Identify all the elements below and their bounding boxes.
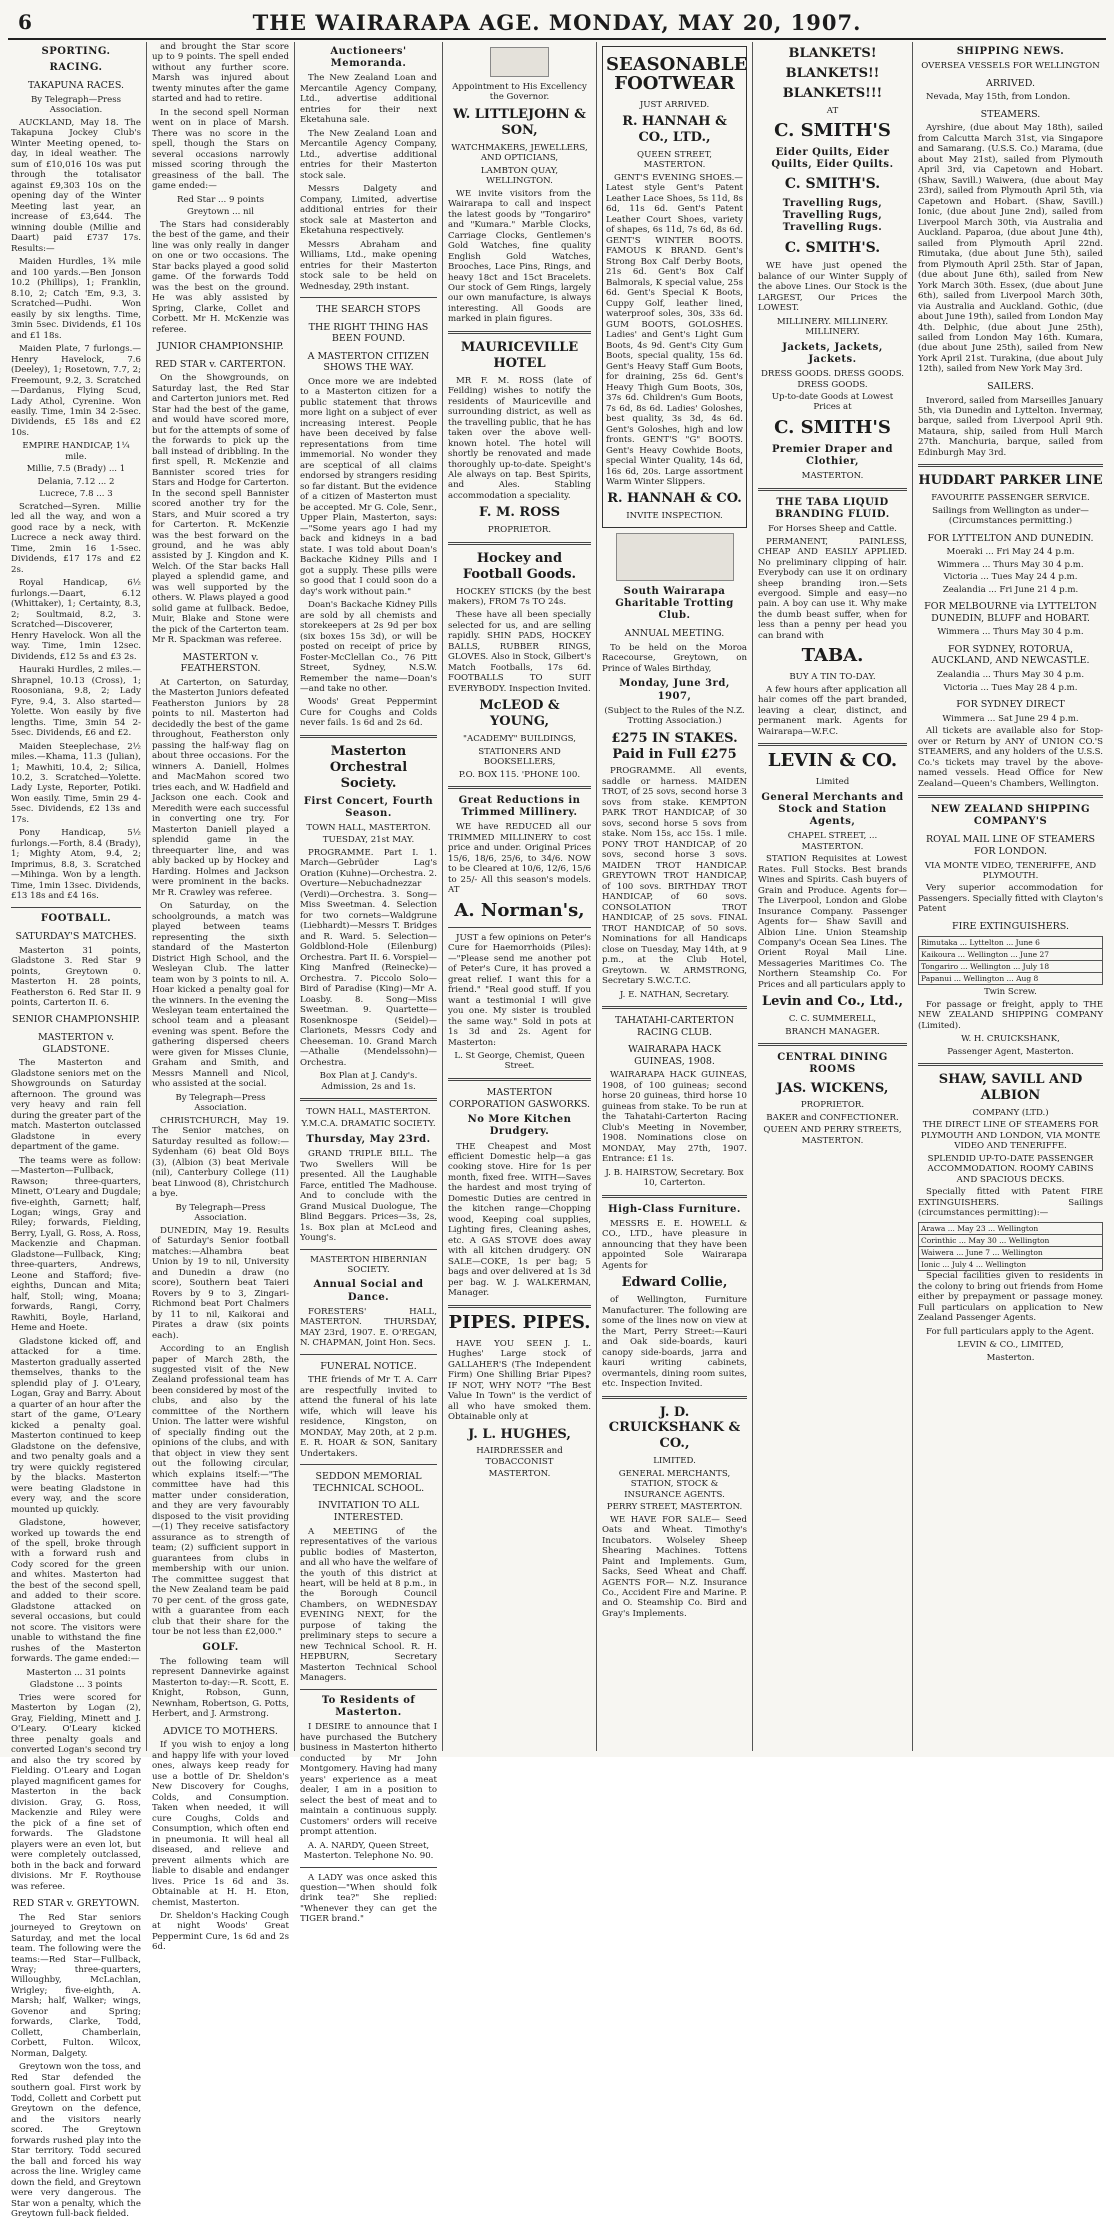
table-row (919, 1234, 1103, 1246)
table-cell: Waiwera ... June 7 ... Wellington (919, 1246, 1103, 1258)
divider (448, 786, 591, 789)
proprietor-title: PROPRIETOR. (487, 525, 552, 536)
article-paragraph: Pony Handicap, 5½ furlongs.—Forth, 8.4 (Brady), 1; Mighty Atom, 9.4, 2; Imprimus, 8.8, 3. Scratched—Mihinga. Won by a length. Time, 1min 13sec. Dividends, £13 18s and £4 16s. (11, 828, 141, 902)
divider (11, 907, 141, 908)
subsection-heading: OVERSEA VESSELS FOR WELLINGTON (921, 61, 1100, 72)
column-shipping (913, 42, 1108, 1751)
programme: PROGRAMME. All events, saddle or harness. MAIDEN TROT, of 25 sovs, second horse 3 sovs from stake. KEMPTON PARK TROT HANDICAP, of 30 sovs, second horse 5 sovs from stake. Nom 15s, acc 15s. 1 mile. PONY TROT HANDICAP, of 20 sovs, second horse 3 sovs. MAIDEN TROT HANDICAP. GREYTOWN TROT HANDICAP, of 100 sovs. BIRTHDAY TROT HANDICAP, of 60 sovs. CONSOLATION TROT HANDICAP, of 25 sovs. FINAL TROT HANDICAP, of 50 sovs. Nominations for all Handicaps close on Tuesday, May 14th, at 9 p.m., at the Club Hotel, Greytown. W. ARMSTRONG, Secretary S.W.C.T.C. (602, 766, 747, 987)
notice-heading: To Residents of Masterton. (321, 1694, 416, 1719)
table-row (919, 1246, 1103, 1258)
article-paragraph: Maiden Plate, 7 furlongs.—Henry Havelock, 7.6 (Deeley), 1; Rosetown, 7.7, 2; Freemount, 9.2, 3. Scratched—Dardanus, Flying Scud, Lady Athol, Cyrenine. Won easily. Time, 1min 34 2-5sec. Dividends, £5 18s and £2 10s. (11, 344, 141, 438)
section-heading: SPORTING. (41, 46, 111, 57)
advert-paragraph: For full particulars apply to the Agent. (926, 1326, 1094, 1337)
divider (448, 927, 591, 928)
advert-subheading: Premier Draper and Clothier, (772, 443, 893, 468)
article-paragraph: DUNEDIN, May 19. Results of Saturday's Senior football matches:—Alhambra beat Union by 19 to nil, University and Dunedin a draw (no score), Southern beat Taieri Rovers by 9 to 3, Zingari-Richmond beat Port Chalmers by 11 to nil, Kaikorai and Pirates a draw (six points each). (152, 1225, 289, 1341)
advert-paragraph: FORESTERS' HALL, MASTERTON. THURSDAY, MAY 23rd, 1907. E. O'REGAN, N. CHAPMAN, Joint Hon. Secs. (300, 1306, 437, 1349)
advert-subheading: WATCHMAKERS, JEWELLERS, AND OPTICIANS, (451, 142, 588, 164)
advert-subheading: THE DIRECT LINE OF STEAMERS FOR PLYMOUTH AND LONDON, VIA MONTE VIDEO AND TENERIFFE. (920, 1120, 1101, 1152)
advert-name: Edward Collie, (621, 1275, 728, 1291)
venue: TOWN HALL, MASTERTON. (306, 1107, 431, 1117)
advert-paragraph: Woods' Great Peppermint Cure for Coughs and Colds never fails. 1s 6d and 2s 6d. (300, 697, 437, 729)
advert-heading: MAURICEVILLE HOTEL (460, 339, 579, 371)
sailing-table (918, 936, 1103, 986)
sailing-row: Victoria ... Tues May 24 4 p.m. (943, 572, 1078, 583)
newspaper-title: THE WAIRARAPA AGE. MONDAY, MAY 20, 1907. (252, 10, 862, 35)
advert-subheading: JUST ARRIVED. (639, 99, 710, 110)
subsection-heading: GOLF. (202, 1641, 239, 1653)
result-line: Millie, 7.5 (Brady) ... 1 (26, 464, 126, 475)
table-cell: Corinthic ... May 30 ... Wellington (919, 1234, 1103, 1246)
table-row (919, 948, 1103, 960)
notice-paragraph: A MEETING of the representatives of the various public bodies of Masterton, and all who have the welfare of the youth of this district at heart, will be held at 8 p.m., in the Borough Council Chambers, on WEDNESDAY EVENING NEXT, for the purpose of taking the preliminary steps to secure a new Technical School. R. H. HEPBURN, Secretary Masterton Technical School Managers. (300, 1526, 437, 1684)
advert-heading: South Wairarapa Gharitable Trotting Club. (615, 585, 734, 622)
advert-heading: Hockey and Football Goods. (462, 550, 577, 582)
article-paragraph: CHRISTCHURCH, May 19. The Senior matches, on Saturday resulted as follow:—Sydenham (6) beat Old Boys (3), (Albion (3) beat Merivale (nil), Canterbury College (11) beat Linwood (8), Christchurch a bye. (152, 1115, 289, 1200)
signature: J. B. HAIRSTOW, Secretary. Box 10, Carterton. (605, 1167, 744, 1189)
article-paragraph: On Saturday, on the schoolgrounds, a match was played between teams representing the sixth standard of the Masterton District High School, and the Wesleyan Club. The latter team won by 3 points to nil. A. Hoar kicked a penalty goal for the winners. In the evening the Wesleyan team entertained the school team and a pleasant evening was spent. Before the gathering dispersed cheers were given for Misses Clunie, Graham and Smith, and Messrs Mannell and Nicol, who assisted at the social. (152, 901, 289, 1090)
table-cell: Papanui ... Wellington ... Aug 8 (919, 972, 1103, 984)
article-paragraph: Greytown won the toss, and Red Star defended the southern goal. First work by Todd, Collett and Corbett put Greytown on the defence, and the visitors nearly scored. The Greytown forwards rushed play into the Star territory. Todd secured the ball and forced his way across the line. Wrigley came down the field, and Greytown were very dangerous. The Star won a penalty, which the Greytown full-back fielded. (11, 2062, 141, 2220)
advert-subheading: THE RIGHT THING HAS BEEN FOUND. (308, 321, 429, 345)
table-cell: Tongariro ... Wellington ... July 18 (919, 960, 1103, 972)
sailing-row: Wimmera ... Thurs May 30 4 p.m. (937, 627, 1084, 638)
article-paragraph: Maiden Hurdles, 1¾ mile and 100 yards.—Ben Jonson 10.2 (Phillips), 1; Franklin, 8.10, 2; Catch 'Em, 9.3, 3. Scratched—Pudhi. Won easily by six lengths. Time, 3min 5sec. Dividends, £1 10s and £1 18s. (11, 257, 141, 341)
advert-subheading: SPLENDID UP-TO-DATE PASSENGER ACCOMMODATION. ROOMY CABINS AND SPACIOUS DECKS. (927, 1153, 1094, 1185)
advert-paragraph: For passage or freight, apply to THE NEW ZEALAND SHIPPING COMPANY (Limited). (918, 999, 1103, 1031)
advert-paragraph: Special facilities given to residents in the colony to bring out friends from Home either by prepayment or passage money. Full particulars on application to New Zealand Passenger Agents. (918, 1271, 1103, 1324)
article-paragraph: On the Showgrounds, on Saturday last, the Red Star and Carterton juniors met. Red Star had the best of the game, and would have scored more, but for the attempts of some of the forwards to pick up the ball instead of dribbling. In the first spell, R. McKenzie and Bannister scored tries for Stars and Hodge for Carterton. In the second spell Bannister scored another try for the Stars, and Muir scored a try for Carterton. R. McKenzie was the best forward on the ground, and he was ably assisted by J. Kingdon and K. Welch. Of the Star backs Hall played a splendid game, and was well supported by the others. W. Plaws played a good solid game at fullback. Bedoe, Muir, Blake and Stone were the pick of the Carterton team. Mr R. Spackman was referee. (152, 373, 289, 646)
signature: J. E. NATHAN, Secretary. (619, 989, 730, 1000)
advert-subheading: VIA MONTE VIDEO, TENERIFFE, AND PLYMOUTH. (924, 860, 1097, 881)
advert-subheading: For Horses Sheep and Cattle. (768, 524, 897, 535)
advert-heading: TAHATAHI-CARTERTON RACING CLUB. (614, 1015, 735, 1038)
advert-subheading: FAVOURITE PASSENGER SERVICE. (931, 493, 1090, 504)
advert-note: Sailings from Wellington as under—(Circumstances permitting.) (932, 505, 1089, 527)
notice-subheading: INVITATION TO ALL INTERESTED. (318, 1500, 419, 1523)
advert-subheading: HAIRDRESSER and TOBACCONIST (476, 1446, 563, 1467)
divider (758, 1043, 907, 1046)
advert-heading: BLANKETS!!! (782, 85, 883, 101)
masthead (8, 4, 1106, 40)
advert-paragraph: If you wish to enjoy a long and happy life with your loved ones, always keep ready for use a bottle of Dr. Sheldon's New Discovery for Coughs, Colds, and Consumption. Taken when needed, it will cure Coughs, Colds and Consumption, which often end in pneumonia. It will heal all diseased, and relieve and prevent ailments which are liable to disable and endanger lives. Price 1s 6d and 3s. Obtainable at H. H. Eton, chemist, Masterton. (152, 1740, 289, 1908)
advert-paragraph: MR F. M. ROSS (late of Feilding) wishes to notify the residents of Mauriceville and surrounding district, as well as the travelling public, that he has taken over the above well-known hotel. The hotel will shortly be renovated and made thoroughly up-to-date. Speight's Ale always on tap. Best Spirits, and Ales. Stabling accommodation a speciality. (448, 375, 591, 501)
advert-subheading: WAIRARAPA HACK GUINEAS, 1908. (628, 1044, 721, 1067)
list-heading: ARRIVED. (985, 77, 1035, 89)
article-paragraph: At Carterton, on Saturday, the Masterton Juniors defeated Featherston Juniors by 28 points to nil. Masterton had decidedly the best of the game throughout, Featherston only passing the half-way flag on about three occasions. For the winners A. Daniell, Holmes and MacMahon scored two tries each, and W. Hadfield and Jackson one each. Cook and Meredith were each successful in converting one try. For Masterton Daniell played a splendid game in the threequarter line, and was ably backed up by Hockey and Harding. Holmes and Jackson were prominent in the backs. Mr R. Crawley was referee. (152, 677, 289, 898)
advert-name: JAS. WICKENS, (776, 1080, 889, 1096)
column-adverts-2 (597, 42, 752, 1751)
advert-paragraph: Doan's Backache Kidney Pills are sold by all chemists and storekeepers at 2s 9d per box (six boxes 15s 3d), or will be posted on receipt of price by Foster-McClellan Co., 76 Pitt Street, Sydney, N.S.W. Remember the name—Doan's—and take no other. (300, 600, 437, 694)
score-line: Masterton ... 31 points (26, 1667, 126, 1678)
byline: By Telegraph—Press Association. (175, 1202, 266, 1224)
sailing-row: Zealandia ... Thurs May 30 4 p.m. (936, 670, 1085, 681)
column-adverts-1 (443, 42, 596, 1751)
advert-paragraph: of Wellington, Furniture Manufacturer. The following are some of the lines now on view at the Mart, Perry Street:—Kauri and Oak side-boards, kauri canopy side-boards, jarra and kauri writing cabinets, overmantels, dining room suites, etc. Inspection Invited. (602, 1295, 747, 1390)
subsection-heading: RACING. (49, 62, 103, 74)
advert-line: Eider Quilts, Eider Quilts, Eider Quilts. (771, 146, 894, 171)
divider (918, 1063, 1103, 1066)
table-note: Twin Screw. (984, 987, 1037, 998)
table-row (919, 960, 1103, 972)
advert-line: Jackets, Jackets, Jackets. (782, 341, 883, 365)
advert-subheading: "ACADEMY" BUILDINGS, (463, 734, 576, 745)
sailing-row: Wimmera ... Sat June 29 4 p.m. (942, 713, 1079, 724)
route-heading: FOR LYTTELTON AND DUNEDIN. (927, 532, 1094, 544)
advert-paragraph: Specially fitted with Patent FIRE EXTINGUISHERS. Sailings (circumstances permitting):— (918, 1187, 1103, 1219)
advert-note: BUY A TIN TO-DAY. (789, 672, 876, 683)
programme: PROGRAMME. Part I. 1. March—Gebrüder Lag's Oration (Kuhne)—Orchestra. 2. Overture—Nebuchadnezzar (Verdi)—Orchestra. 3. Song—Miss Sweetman. 4. Selection for two cornets—Waldgrune (Liebhardt)—Messrs T. Bridges and R. Ward. 5. Selection—Goldblond-Hole (Eilenburg) Orchestra. Part II. 6. Vorspiel—King Manfred (Reinecke)—Orchestra. 7. Piccolo Solo—Bird of Paradise (King)—Mr A. Loasby. 8. Song—Miss Sweetman. 9. Quartette—Rosenknospe (Seidel)—Clarionets, Messrs Cody and Cheeseman. 10. Grand March—Athalie (Mendelssohn)—Orchestra. (300, 847, 437, 1068)
race-heading: EMPIRE HANDICAP, 1¼ mile. (22, 441, 130, 462)
advert-name: C. SMITH'S (774, 416, 891, 438)
advert-subheading: ANNUAL MEETING. (624, 628, 725, 640)
address: MASTERTON. (488, 1469, 551, 1480)
article-paragraph: Hauraki Hurdles, 2 miles.—Shrapnel, 10.13 (Cross), 1; Roosoniana, 9.8, 2; Lady Fyre, 9.4, 3. Also started—Yolette. Won easily by five lengths. Time, 3min 54 2-5sec. Dividends, £6 and £2. (11, 665, 141, 739)
score-line: Greytown ... nil (186, 207, 255, 218)
society-name: MASTERTON HIBERNIAN SOCIETY. (310, 1254, 427, 1275)
match-heading: MASTERTON v. GLADSTONE. (37, 1032, 115, 1055)
advert-paragraph: Once more we are indebted to a Masterton citizen for a public statement that throws more light on a subject of ever increasing interest. People have been deceived by false representations from time immemorial. No wonder they are sceptical of all claims endorsed by strangers residing so far distant. But the evidence of a citizen of Masterton must be accepted. Mr G. Cole, Senr., Upper Plain, Masterton, says:—"Some years ago I had my back and kidneys in a bad state. I was told about Doan's Backache Kidney Pills and I got a supply. These pills were so good that I could soon do a day's work without pain." (300, 376, 437, 597)
manager-name: C. C. SUMMERELL, (788, 1014, 877, 1025)
article-paragraph: and brought the Star score up to 9 points. The spell ended without any further score. Marsh was injured about twenty minutes after the game started and had to retire. (152, 42, 289, 105)
match-heading: RED STAR v. GREYTOWN. (12, 1897, 140, 1909)
advert-paragraph: WE have REDUCED all our TRIMMED MILLINERY to cost price and under. Original Prices 15/6, 18/6, 25/6, to 34/6. NOW to be Cleared at 10/6, 12/6, 15/6 to 25/- All this season's models. AT (448, 822, 591, 896)
divider (918, 464, 1103, 467)
article-title: TAKAPUNA RACES. (27, 80, 125, 92)
advert-heading: McLEOD & YOUNG, (479, 698, 560, 730)
advert-paragraph: Very superior accommodation for Passengers. Specially fitted with Clayton's Patent (918, 883, 1103, 915)
divider (300, 1464, 437, 1465)
advert-subheading: First Concert, Fourth Season. (303, 795, 434, 819)
table-cell: Arawa ... May 23 ... Wellington (919, 1222, 1103, 1234)
divider (758, 488, 907, 491)
article-paragraph: The New Zealand Loan and Mercantile Agency Company, Ltd., advertise additional entries for their Masterton stock sale. (300, 128, 437, 181)
article-paragraph: Gladstone, however, worked up towards the end of the spell, broke through with a forward rush and Cody scored for the green and whites. Masterton had the best of the second spell, and added to their score. Gladstone attacked on several occasions, but could not score. The visitors were unable to withstand the fine rushes of the Masterton forwards. The game ended:— (11, 1518, 141, 1665)
section-heading: Auctioneers' Memoranda. (330, 46, 407, 70)
advert-subheading: GENERAL MERCHANTS, STATION, STOCK & INSURANCE AGENTS. (618, 1468, 731, 1500)
advert-heading: SHAW, SAVILL AND ALBION (938, 1071, 1083, 1103)
advert-paragraph: WE have just opened the balance of our Winter Supply of the above Lines. Our Stock is the LARGEST, Our Prices the LOWEST. (758, 261, 907, 314)
advert-name: C. SMITH'S. (784, 239, 881, 256)
article-paragraph: Scratched—Syren. Millie led all the way, and won a good race by a neck, with Lucrece a neck away third. Time, 2min 16 1-5sec. Dividends, £17 17s and £2 2s. (11, 501, 141, 575)
route-heading: FOR SYDNEY DIRECT (956, 699, 1065, 711)
advert-paragraph: MESSRS E. E. HOWELL & CO., LTD., have pleasure in announcing that they have been appointed Sole Wairarapa Agents for (602, 1218, 747, 1271)
advert-subheading: FIRE EXTINGUISHERS. (952, 920, 1069, 932)
article-paragraph: In the second spell Norman went on in place of Marsh. There was no score in the spell, though the Stars on several occasions narrowly missed scoring through the greasiness of the ball. The game ended:— (152, 107, 289, 192)
column-notices (295, 42, 442, 1925)
advert-name: C. SMITH'S. (784, 176, 881, 193)
address: QUEEN STREET, MASTERTON. (637, 149, 712, 171)
advert-name: R. HANNAH & CO., LTD., (622, 114, 727, 146)
table-row (919, 936, 1103, 948)
divider (918, 795, 1103, 798)
sailing-row: Moeraki ... Fri May 24 4 p.m. (946, 547, 1075, 558)
advert-line: DRESS GOODS. DRESS GOODS. DRESS GOODS. (760, 369, 905, 390)
advert-paragraph: HAVE YOU SEEN J. L. Hughes' Large stock of GALLAHER'S (The Independent Firm) One Shilling Briar Pipes? IF NOT, WHY NOT? "The Best Value In Town" is the verdict of all who have smoked them. Obtainable only at (448, 1338, 591, 1423)
advert-name: Levin and Co., Ltd., (761, 994, 904, 1010)
table-cell: Ionic ... July 4 ... Wellington (919, 1258, 1103, 1270)
article-paragraph: Gladstone kicked off, and attacked for a time. Masterton gradually asserted themselves, thanks to the splendid play of J. O'Leary, Logan, Gray and Barry. About a quarter of an hour after the start of the game, O'Leary kicked a penalty goal. Masterton continued to keep Gladstone on the defensive, and two penalty goals and a try were quickly registered by the blacks. Masterton were beating Gladstone in every way, and the score mounted up quickly. (11, 1336, 141, 1515)
advert-line: Up-to-date Goods at Lowest Prices at (771, 392, 894, 413)
notice-heading: SEDDON MEMORIAL TECHNICAL SCHOOL. (312, 1471, 425, 1494)
advert-paragraph: A few hours after application all hair comes off the part branded, leaving a clear, distinct, and permanent mark. Agents for Wairarapa—W.F.C. (758, 684, 907, 737)
notice-paragraph: THE friends of Mr T. A. Carr are respectfully invited to attend the funeral of his late wife, which will leave his residence, Kingston, on MONDAY, May 20th, at 2 p.m. E. R. HOAR & SON, Sanitary Undertakers. (300, 1375, 437, 1459)
list-paragraph: Inverord, sailed from Marseilles January 5th, via Dunedin and Lyttelton. Invermay, barque, sailed from Liverpool April 9th. Mataura, ship, sailed from Hull March 27th. Manchuria, barque, sailed from Edinburgh May 3rd. (918, 395, 1103, 458)
divider (758, 743, 907, 746)
venue: TOWN HALL, MASTERTON. (306, 822, 431, 833)
table-row (919, 1222, 1103, 1234)
signature: L. St George, Chemist, Queen Street. (454, 1051, 585, 1072)
byline: By Telegraph—Press Association. (175, 1092, 266, 1114)
advert-paragraph: PERMANENT, PAINLESS, CHEAP AND EASILY APPLIED. No preliminary clipping of hair. Everybody can use it on ordinary sheep branding iron.—Sets evergood. Simple and easy—no pain. A boy can use it. Why make the dumb beast suffer, when for less than a penny per head you can brand with (758, 536, 907, 641)
advert-heading: LEVIN & CO. (767, 750, 898, 772)
article-paragraph: The Masterton and Gladstone seniors met on the Showgrounds on Saturday afternoon. The ground was very heavy and rain fell during the greater part of the match. Masterton outclassed Gladstone in every department of the game. (11, 1058, 141, 1153)
article-paragraph: The Red Star seniors journeyed to Greytown on Saturday, and met the local team. The following were the teams:—Red Star—Fullback, Wray; three-quarters, Willoughby, McLachlan, Wrigley; five-eighth, A. Marsh; half, Walker; wings, Govenor and Spring; forwards, Clarke, Todd, Collett, Chamberlain, Corbett, Fulton. Wilcox, Norman, Dalgety. (11, 1912, 141, 2059)
advert-heading: HUDDART PARKER LINE (918, 473, 1103, 489)
advert-paragraph: Dr. Sheldon's Hacking Cough at night Woods' Great Peppermint Cure, 1s 6d and 2s 6d. (152, 1911, 289, 1953)
event-date: Thursday, May 23rd. (306, 1133, 431, 1145)
advert-heading: BLANKETS!! (785, 65, 880, 81)
section-heading: SHIPPING NEWS. (956, 46, 1065, 57)
divider (448, 1305, 591, 1308)
divider (300, 1689, 437, 1690)
advert-heading: THE SEARCH STOPS (316, 304, 421, 316)
advert-paragraph: THE Cheapest and Most efficient Domestic help—a gas cooking stove. Hire for 1s per month, fixed free. WITH—Saves the hardest and most trying of Domestic Duties are centred in the kitchen range—Chopping wood, Keeping coal supplies, Lighting fires, Cleaning ashes, etc. A GAS STOVE does away with all kitchen drudgery. ON SALE—COKE, 1s per bag; 5 bags and over delivered at 1s 3d per bag. W. J. WALKERMAN, Manager. (448, 1141, 591, 1299)
notice-paragraph: I DESIRE to announce that I have purchased the Butchery business in Masterton hitherto conducted by Mr John Montgomery. Having had many years' experience as a meat dealer, I am in a position to select the best of meat and to maintain a continuous supply. Customers' orders will receive prompt attention. (300, 1722, 437, 1838)
advert-paragraph: WAIRARAPA HACK GUINEAS, 1908, of 100 guineas; second horse 20 guineas, third horse 10 guineas from stake. To be run at the Tahatahi-Carterton Racing Club's Meeting in November, 1908. Nominations close on MONDAY, May 27th, 1907. Entrance: £1 1s. (602, 1070, 747, 1165)
agent-name: LEVIN & CO., LIMITED, (957, 1340, 1064, 1351)
result-line: Lucrece, 7.8 ... 3 (39, 489, 113, 500)
advert-paragraph: GRAND TRIPLE BILL. The Two Swellers Will be presented. All the Laughable Farce, entitled The Madhouse. And to conclude with the Grand Musical Duologue, The Blind Beggars. Prices—3s, 2s, 1s. Box plan at McLeod and Young's. (300, 1149, 437, 1244)
sailing-row: Wimmera ... Thurs May 30 4 p.m. (937, 559, 1084, 570)
advert-heading: W. LITTLEJOHN & SON, (453, 106, 586, 138)
match-heading: MASTERTON v. FEATHERSTON. (180, 651, 261, 675)
signature: A. A. NARDY, Queen Street, Masterton. Telephone No. 90. (303, 1840, 434, 1862)
advert-subheading: BAKER and CONFECTIONER. (766, 1112, 899, 1123)
proprietor-name: F. M. ROSS (478, 505, 561, 521)
divider (300, 1867, 437, 1868)
advert-subheading: ROYAL MAIL LINE OF STEAMERS FOR LONDON. (925, 834, 1096, 857)
route-heading: FOR SYDNEY, ROTORUA, AUCKLAND, AND NEWCASTLE. (931, 643, 1090, 667)
list-heading: SAILERS. (987, 380, 1034, 392)
divider (448, 542, 591, 545)
list-heading: STEAMERS. (980, 108, 1041, 120)
table-row (919, 1258, 1103, 1270)
advert-heading: High-Class Furniture. (608, 1203, 741, 1215)
advert-paragraph: WE invite visitors from the Wairarapa to call and inspect the latest goods by "Tongariro" and "Kumara." Marble Clocks, Carriage Clocks, Gentlemen's Gold Watches, fine quality English Gold Watches, Brooches, Lace Pins, Rings, and heavy 18ct and 15ct Bracelets. Our stock of Gem Rings, largely our own manufacture, is always interesting. All Goods are marked in plain figures. (448, 188, 591, 325)
byline: By Telegraph—Press Association. (30, 94, 122, 116)
advert-subheading: A MASTERTON CITIZEN SHOWS THE WAY. (307, 350, 430, 374)
divider (300, 297, 437, 298)
divider (300, 1098, 437, 1101)
address: P.O. BOX 115. 'PHONE 100. (458, 769, 581, 780)
column-adverts-3 (753, 42, 912, 1751)
advert-paragraph: To be held on the Moroa Racecourse, Greytown, on Prince of Wales Birthday, (602, 642, 747, 674)
article-paragraph: Messrs Abraham and Williams, Ltd., make opening entries for their Masterton stock sale to be held on Wednesday, 29th instant. (300, 239, 437, 292)
page-number: 6 (18, 10, 32, 34)
advert-line: MILLINERY. MILLINERY. MILLINERY. (776, 316, 889, 338)
advert-name: TABA. (801, 645, 864, 667)
divider (300, 735, 437, 738)
advert-heading: CENTRAL DINING ROOMS (777, 1052, 888, 1076)
advert-paragraph: These have all been specially selected for us, and are selling rapidly. SHIN PADS, HOCKEY BALLS, RUBBER RINGS, GLOVES. Also in Stock, Gilbert's Match Footballs, 17s 6d. FOOTBALLS TO SUIT EVERYBODY. Inspection Invited. (448, 610, 591, 694)
article-paragraph: According to an English paper of March 28th, the suggested visit of the New Zealand professional team has been considered by most of the clubs, and also by the committee of the Northern Union. The latter were wishful of specially finding out the opinions of the clubs, and with that object in view they sent out the following circular, which explains itself:—"The committee have had this matter under consideration, and they are very favourably disposed to the visit providing—(1) They receive satisfactory assurance as to strength of team; (2) sufficient support in guarantees from clubs in membership with our union. The committee suggest that the New Zealand team be paid 70 per cent. of the gross gate, with a guarantee from each club that their share for the tour be not less than £2,000." (152, 1344, 289, 1638)
article-paragraph: The Stars had considerably the best of the game, and their line was only really in danger on one or two occasions. The Star backs played a good solid game. Of the forwards Todd was the best on the ground. He was ably assisted by Spring, Clarke, Collet and Corbett. Mr H. McKenzie was referee. (152, 219, 289, 335)
score-line: Red Star ... 9 points (176, 194, 265, 205)
divider (448, 1078, 591, 1081)
divider (602, 1006, 747, 1009)
article-paragraph: The teams were as follow:—Masterton—Fullback, Rawson; three-quarters, Minett, O'Leary and Dugdale; five-eighth, Garnett; half, Logan; wings, Gray and Riley; forwards, Fielding, Berry, Lyall, G. Ross, A. Ross, Mackenzie and Chapman. Gladstone—Fullback, King; three-quarters, Andrews, Leone and Stafford; five-eighths, Duncan and Mita; half, Stoll; wing, Moana; forwards, Rangi, Corry, Rawhiti, Boyle, Harland, Heme and Hoete. (11, 1155, 141, 1334)
address: LAMBTON QUAY, WELLINGTON. (480, 165, 559, 187)
address: PERRY STREET, MASTERTON. (606, 1502, 743, 1513)
address: MASTERTON. (801, 471, 864, 482)
advert-name: A. Norman's, (454, 899, 585, 921)
advert-paragraph: A LADY was once asked this question—"When should folk drink tea?" She replied: "Whenever they can get the TIGER brand." (300, 1872, 437, 1925)
advert-paragraph: All tickets are available also for Stop-over or Return by ANY of UNION CO.'S STEAMERS, and any holders of the U.S.S. Co.'s tickets may travel by the above-named vessels. Head Office for New Zealand—Queen's Chambers, Wellington. (918, 726, 1103, 789)
sailing-row: Zealandia ... Fri June 21 4 p.m. (942, 584, 1079, 595)
table-cell: Rimutaka ... Lyttelton ... June 6 (919, 936, 1103, 948)
advert-subheading: COMPANY (LTD.) (972, 1107, 1049, 1118)
advert-heading: Great Reductions in Trimmed Millinery. (458, 795, 581, 819)
advert-subheading: Annual Social and Dance. (313, 1279, 424, 1303)
advert-name: C. SMITH'S (774, 120, 891, 142)
divider (448, 331, 591, 334)
article-title: SENIOR CHAMPIONSHIP. (12, 1014, 140, 1026)
royal-crest-image (490, 47, 549, 77)
footwear-advert (602, 46, 747, 528)
society-name: Y.M.C.A. DRAMATIC SOCIETY. (301, 1119, 436, 1130)
advert-heading: BLANKETS! (788, 46, 877, 61)
advert-paragraph: JUST a few opinions on Peter's Cure for Haemorrhoids (Piles):—"Please send me another pot of Peter's Cure, it has proved a great relief. I want this for a friend." "Real good stuff. If you want a testimonial I will give you one. My sister is troubled the same way." Sold in pots at 1s 3d and 2s. Agent for Masterton: (448, 932, 591, 1048)
article-paragraph: Messrs Dalgety and Company, Limited, advertise additional entries for their stock sale at Masterton and Eketahuna respectively. (300, 184, 437, 237)
advert-heading: SEASONABLE FOOTWEAR (606, 54, 748, 94)
advert-heading: PIPES. PIPES. (448, 1311, 591, 1333)
match-heading: RED STAR v. CARTERTON. (155, 358, 286, 370)
column-sporting (6, 42, 146, 2220)
manager-title: BRANCH MANAGER. (785, 1026, 880, 1037)
address: CHAPEL STREET, ... MASTERTON. (787, 831, 878, 852)
advert-name: R. HANNAH & CO. (607, 491, 742, 507)
list-paragraph: Nevada, May 15th, from London. (926, 92, 1071, 103)
address: QUEEN AND PERRY STREETS, MASTERTON. (763, 1125, 902, 1146)
advert-name: J. L. HUGHES, (468, 1426, 571, 1442)
advert-heading: MASTERTON CORPORATION GASWORKS. (448, 1086, 591, 1110)
article-paragraph: Tries were scored for Masterton by Logan (2), Gray, Fielding, Minett and J. O'Leary. O'Leary kicked three penalty goals and converted Logan's second try and also the try scored by Fielding. O'Leary and Logan played magnificent games for Masterton in the back division. Gray, G. Ross, Mackenzie and Riley were the pick of a fine set of forwards. The Gladstone players were an even lot, but were completely outclassed, both in the back and forward divisions. Mr F. Roythouse was referee. (11, 1692, 141, 1892)
advert-subheading: Limited (815, 777, 850, 788)
stakes-banner: £275 IN STAKES. Paid in Full £275 (611, 730, 738, 762)
score-line: Gladstone ... 3 points (29, 1680, 123, 1691)
divider (300, 1354, 437, 1355)
divider (602, 1195, 747, 1198)
advert-subheading: STATIONERS AND BOOKSELLERS, (478, 746, 561, 768)
table-cell: Kaikoura ... Wellington ... June 27 (919, 948, 1103, 960)
appointment-line: Appointment to His Excellency the Governor. (452, 82, 587, 103)
subsection-heading: FOOTBALL. (40, 912, 112, 924)
advert-heading: Masterton Orchestral Society. (329, 743, 408, 791)
article-paragraph: The following team will represent Dannevirke against Masterton to-day:—R. Scott, E. Knight, Robson, Gunn, Newnham, Robertson, G. Potts, Herbert, and J. Armstrong. (152, 1656, 289, 1720)
result-line: Delania, 7.12 ... 2 (37, 476, 115, 487)
sailing-row: Victoria ... Tues May 28 4 p.m. (943, 682, 1078, 693)
advert-subheading: No More Kitchen Drudgery. (467, 1114, 572, 1138)
advert-heading: J. D. CRUICKSHANK & CO., (608, 1404, 741, 1452)
article-paragraph: AUCKLAND, May 18. The Takapuna Jockey Club's Winter Meeting opened, to-day, in ideal weather. The sum of £10,016 10s was put through the totalisator against £9,303 10s on the opening day of the Winter Meeting last year, an increase of £3,644. The winning double (Millie and Daart) paid £737 17s. Results:— (11, 117, 141, 254)
advert-heading: ADVICE TO MOTHERS. (163, 1725, 278, 1737)
article-paragraph: Royal Handicap, 6½ furlongs.—Daart, 6.12 (Whittaker), 1; Certainty, 8.3, 2; Soultmaid, 8.2, 3. Scratched—Discoverer, Henry Havelock. Won all the way. Time, 1min 12sec. Dividends, £12 5s and £3 2s. (11, 578, 141, 662)
advert-subheading: General Merchants and Stock and Station Agents, (761, 791, 904, 827)
article-paragraph: Masterton 31 points, Gladstone 3. Red Star 9 points, Greytown 0. Masterton H. 28 points, Featherston 6. Red Star II. 9 points, Carterton II. 6. (11, 945, 141, 1008)
article-title: JUNIOR CHAMPIONSHIP. (157, 341, 284, 353)
notice-heading: FUNERAL NOTICE. (320, 1360, 417, 1372)
proprietor-title: PROPRIETOR. (800, 1100, 865, 1111)
event-date: Monday, June 3rd, 1907, (619, 678, 730, 702)
article-paragraph: The New Zealand Loan and Mercantile Agency Company, Ltd., advertise additional entries for their next Eketahuna sale. (300, 73, 437, 126)
advert-word: AT (826, 105, 839, 116)
column-football (147, 42, 294, 1953)
advert-note: (Subject to the Rules of the N.Z. Trotting Association.) (604, 705, 745, 727)
advert-paragraph: STATION Requisites at Lowest Rates. Full Stocks. Best brands Wines and Spirits. Cash buyers of Grain and Produce. Agents for— The Liverpool, London and Globe Insurance Company. Passenger Agents for— Shaw Savill and Albion Line. Union Steamship Company's Ocean Sea Lines. The Orient Royal Mail Line. Messageries Maritimes Co. The Northern Steamship Co. For Prices and all particulars apply to (758, 854, 907, 990)
article-paragraph: Maiden Steeplechase, 2½ miles.—Khama, 11.3 (Julian), 1; Mawhiti, 10.4, 2; Silica, 10.2, 3. Scratched—Yolette. Lady Lyste, Reporter, Potiki. Won easily. Time, 5min 29 4-5sec. Dividends, £2 13s and 17s. (11, 741, 141, 825)
advert-subheading: INVITE INSPECTION. (626, 511, 723, 522)
advert-paragraph: HOCKEY STICKS (by the best makers), FROM 7s TO 24s. (448, 586, 591, 607)
advert-paragraph: WE HAVE FOR SALE— Seed Oats and Wheat. Timothy's Incubators. Wolseley Sheep Shearing Machines. Tottens Paint and Implements. Gum, Sacks, Seed Wheat and Chaff. AGENTS FOR— N.Z. Insurance Co., Accident Fire and Marine. P. and O. Steamship Co. Bird and Gray's Implements. (602, 1514, 747, 1619)
event-date: TUESDAY, 21st MAY. (322, 835, 415, 846)
agent-title: Passenger Agent, Masterton. (947, 1046, 1074, 1057)
advert-heading: THE TABA LIQUID BRANDING FLUID. (775, 496, 890, 520)
divider (602, 1396, 747, 1399)
advert-subheading: LIMITED. (653, 1456, 696, 1467)
advert-heading: NEW ZEALAND SHIPPING COMPANY'S (931, 803, 1090, 828)
address: Masterton. (986, 1352, 1035, 1363)
admission: Box Plan at J. Candy's. Admission, 2s and 1s. (319, 1071, 418, 1092)
agent-name: W. H. CRUICKSHANK, (961, 1034, 1060, 1045)
divider (300, 1249, 437, 1250)
trotting-horse-image (616, 533, 734, 581)
advert-line: Travelling Rugs, Travelling Rugs, Travelling Rugs. (782, 198, 883, 234)
advert-paragraph: GENT'S EVENING SHOES.—Latest style Gent's Patent Leather Lace Shoes, 5s 11d, 8s 6d, 11s 6d. Gent's Patent Leather Court Shoes, variety of shapes, 6s 11d, 7s 6d, 8s 6d. GENT'S WINTER BOOTS. FAMOUS K BRAND. Gent's Strong Box Calf Derby Boots, 21s 6d. Gent's Box Calf Balmorals, K special value, 25s 6d. Gent's Special K Boots, Cuppy Golf, leather lined, waterproof soles, 30s, 33s 6d. GUM BOOTS, GOLOSHES. Ladies' and Gent's Light Gum Boots, 4s 9d. Gent's City Gum Boots, special quality, 15s 6d. Gent's Heavy Staff Gum Boots, for draining, 25s 6d. Gent's Heavy Thigh Gum Boots, 30s, 37s 6d. Children's Gum Boots, 7s 6d, 8s 6d. Ladies' Goloshes, best quality, 3s 3d, 4s 6d. Gent's Goloshes, high and low fronts. GENT'S "G" BOOTS. Gent's Heavy Cowhide Boots, special Winter Quality, 14s 6d, 16s 6d, 20s. Large assortment Warm Winter Slippers. (606, 172, 743, 487)
table-row (919, 972, 1103, 984)
sailing-table (918, 1222, 1103, 1272)
article-title: SATURDAY'S MATCHES. (15, 930, 137, 942)
list-paragraph: Ayrshire, (due about May 18th), sailed from Calcutta March 31st, via Singapore and Samarang. (U.S.S. Co.) Marama, (due about May 21st), sailed from Plymouth April 3rd, via Capetown and Hobart. (Shaw, Savill.) Waiwera, (due about May 23rd), sailed from Plymouth April 5th, via Capetown and Hobart. (Shaw, Savill.) Ionic, (due about June 2nd), sailed from Liverpool March 30th, via Australia and Auckland. Paparoa, (due about June 4th), sailed from Plymouth April 22nd. Rimutaka, (due about June 5th), sailed from Plymouth April 25th. Star of Japan, (due about June 6th), sailed from New York March 30th. Essex, (due about June 6th), sailed from Liverpool March 30th, via Australia and Auckland. Gothic, (due about June 19th), sailed from London May 4th. Delphic, (due about June 25th), sailed from London May 16th. Kumara, (due about June 25th), sailed from New York April 21st. Turakina, (due about July 12th), sailed from New York May 3rd. (918, 123, 1103, 375)
route-heading: FOR MELBOURNE via LYTTELTON DUNEDIN, BLUFF and HOBART. (924, 601, 1097, 624)
